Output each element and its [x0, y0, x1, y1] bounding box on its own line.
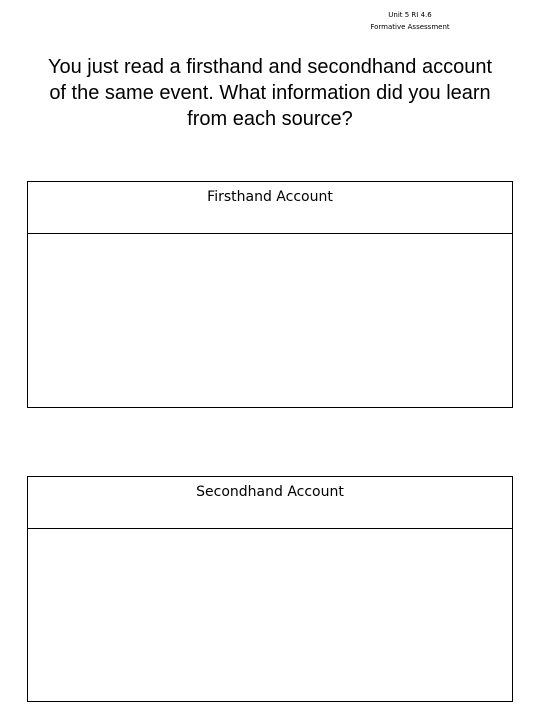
firsthand-answer-area[interactable] — [28, 234, 512, 407]
question-prompt — [10, 54, 530, 132]
secondhand-account-box — [27, 476, 513, 702]
prompt-line-1: You just read a firsthand and secondhand account — [47, 56, 493, 78]
secondhand-account-title: Secondhand Account — [28, 477, 512, 529]
assessment-label: Formative Assessment — [370, 23, 450, 31]
unit-header — [340, 9, 480, 33]
prompt-line-2: of the same event. What information did you learn — [49, 82, 491, 104]
unit-label: Unit 5 RI 4.6 — [388, 11, 432, 19]
secondhand-answer-area[interactable] — [28, 529, 512, 701]
firsthand-account-title: Firsthand Account — [28, 182, 512, 234]
prompt-line-3: from each source? — [187, 108, 353, 130]
firsthand-account-box — [27, 181, 513, 408]
